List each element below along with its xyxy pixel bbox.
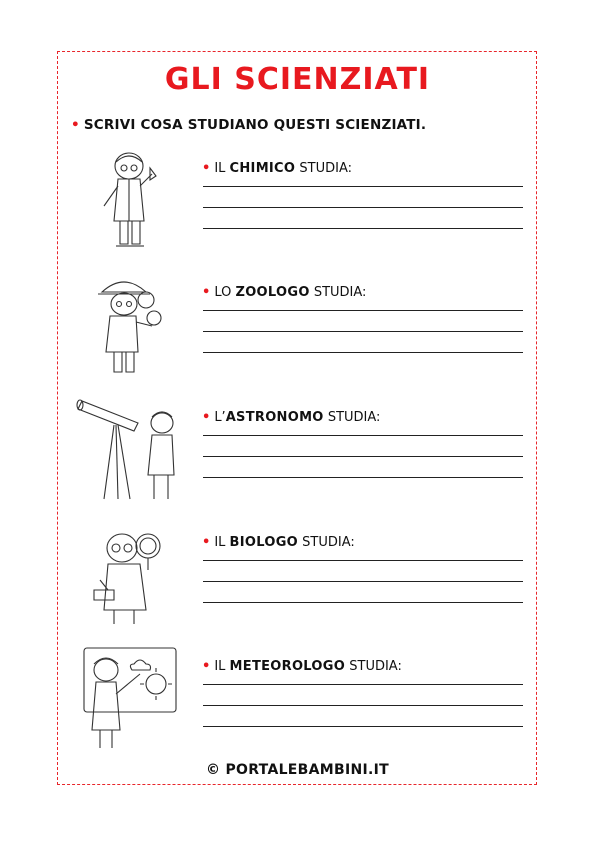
astronomer-illustration bbox=[74, 395, 184, 505]
footer-copyright: © PORTALEBAMBINI.IT bbox=[206, 762, 389, 778]
worksheet-row-biologo bbox=[60, 520, 535, 630]
prompt-article: IL bbox=[214, 659, 230, 674]
chemist-illustration bbox=[74, 146, 184, 256]
prompt-suffix: STUDIA: bbox=[327, 410, 381, 425]
prompt-suffix: STUDIA: bbox=[302, 535, 355, 550]
answer-line[interactable] bbox=[203, 560, 523, 561]
prompt-chimico bbox=[202, 161, 352, 176]
prompt-article: IL bbox=[214, 161, 230, 176]
answer-line[interactable] bbox=[203, 705, 523, 706]
prompt-biologo bbox=[202, 535, 355, 550]
instruction-text: SCRIVI COSA STUDIANO QUESTI SCIENZIATI. bbox=[83, 117, 427, 133]
answer-line[interactable] bbox=[203, 186, 523, 187]
bullet: • bbox=[202, 410, 211, 425]
bullet: • bbox=[202, 161, 211, 176]
prompt-subject: ASTRONOMO bbox=[225, 410, 324, 425]
bullet: • bbox=[202, 285, 211, 300]
worksheet-row-chimico bbox=[60, 146, 535, 256]
bullet: • bbox=[202, 535, 211, 550]
answer-line[interactable] bbox=[203, 477, 523, 478]
answer-line[interactable] bbox=[203, 602, 523, 603]
prompt-astronomo bbox=[202, 410, 380, 425]
meteorologist-illustration bbox=[74, 644, 184, 754]
worksheet-row-zoologo bbox=[60, 270, 535, 380]
prompt-suffix: STUDIA: bbox=[349, 659, 402, 674]
prompt-subject: METEOROLOGO bbox=[229, 659, 346, 674]
prompt-subject: ZOOLOGO bbox=[235, 285, 310, 300]
prompt-suffix: STUDIA: bbox=[313, 285, 367, 300]
answer-line[interactable] bbox=[203, 331, 523, 332]
prompt-article: IL bbox=[214, 535, 230, 550]
bullet: • bbox=[202, 659, 211, 674]
prompt-article: LO bbox=[214, 285, 236, 300]
bullet: • bbox=[71, 117, 80, 133]
answer-line[interactable] bbox=[203, 352, 523, 353]
answer-line[interactable] bbox=[203, 228, 523, 229]
worksheet-row-astronomo bbox=[60, 395, 535, 505]
biologist-illustration bbox=[74, 520, 184, 630]
zoologist-illustration bbox=[74, 270, 184, 380]
page-title: GLI SCIENZIATI bbox=[164, 62, 431, 97]
answer-line[interactable] bbox=[203, 456, 523, 457]
prompt-subject: BIOLOGO bbox=[229, 535, 299, 550]
answer-line[interactable] bbox=[203, 435, 523, 436]
prompt-zoologo bbox=[202, 285, 366, 300]
prompt-article: L’ bbox=[214, 410, 226, 425]
answer-line[interactable] bbox=[203, 581, 523, 582]
answer-line[interactable] bbox=[203, 310, 523, 311]
answer-line[interactable] bbox=[203, 207, 523, 208]
worksheet-row-meteorologo bbox=[60, 644, 535, 754]
instruction bbox=[71, 117, 426, 133]
prompt-meteorologo bbox=[202, 659, 402, 674]
answer-line[interactable] bbox=[203, 684, 523, 685]
prompt-suffix: STUDIA: bbox=[299, 161, 353, 176]
prompt-subject: CHIMICO bbox=[229, 161, 296, 176]
answer-line[interactable] bbox=[203, 726, 523, 727]
